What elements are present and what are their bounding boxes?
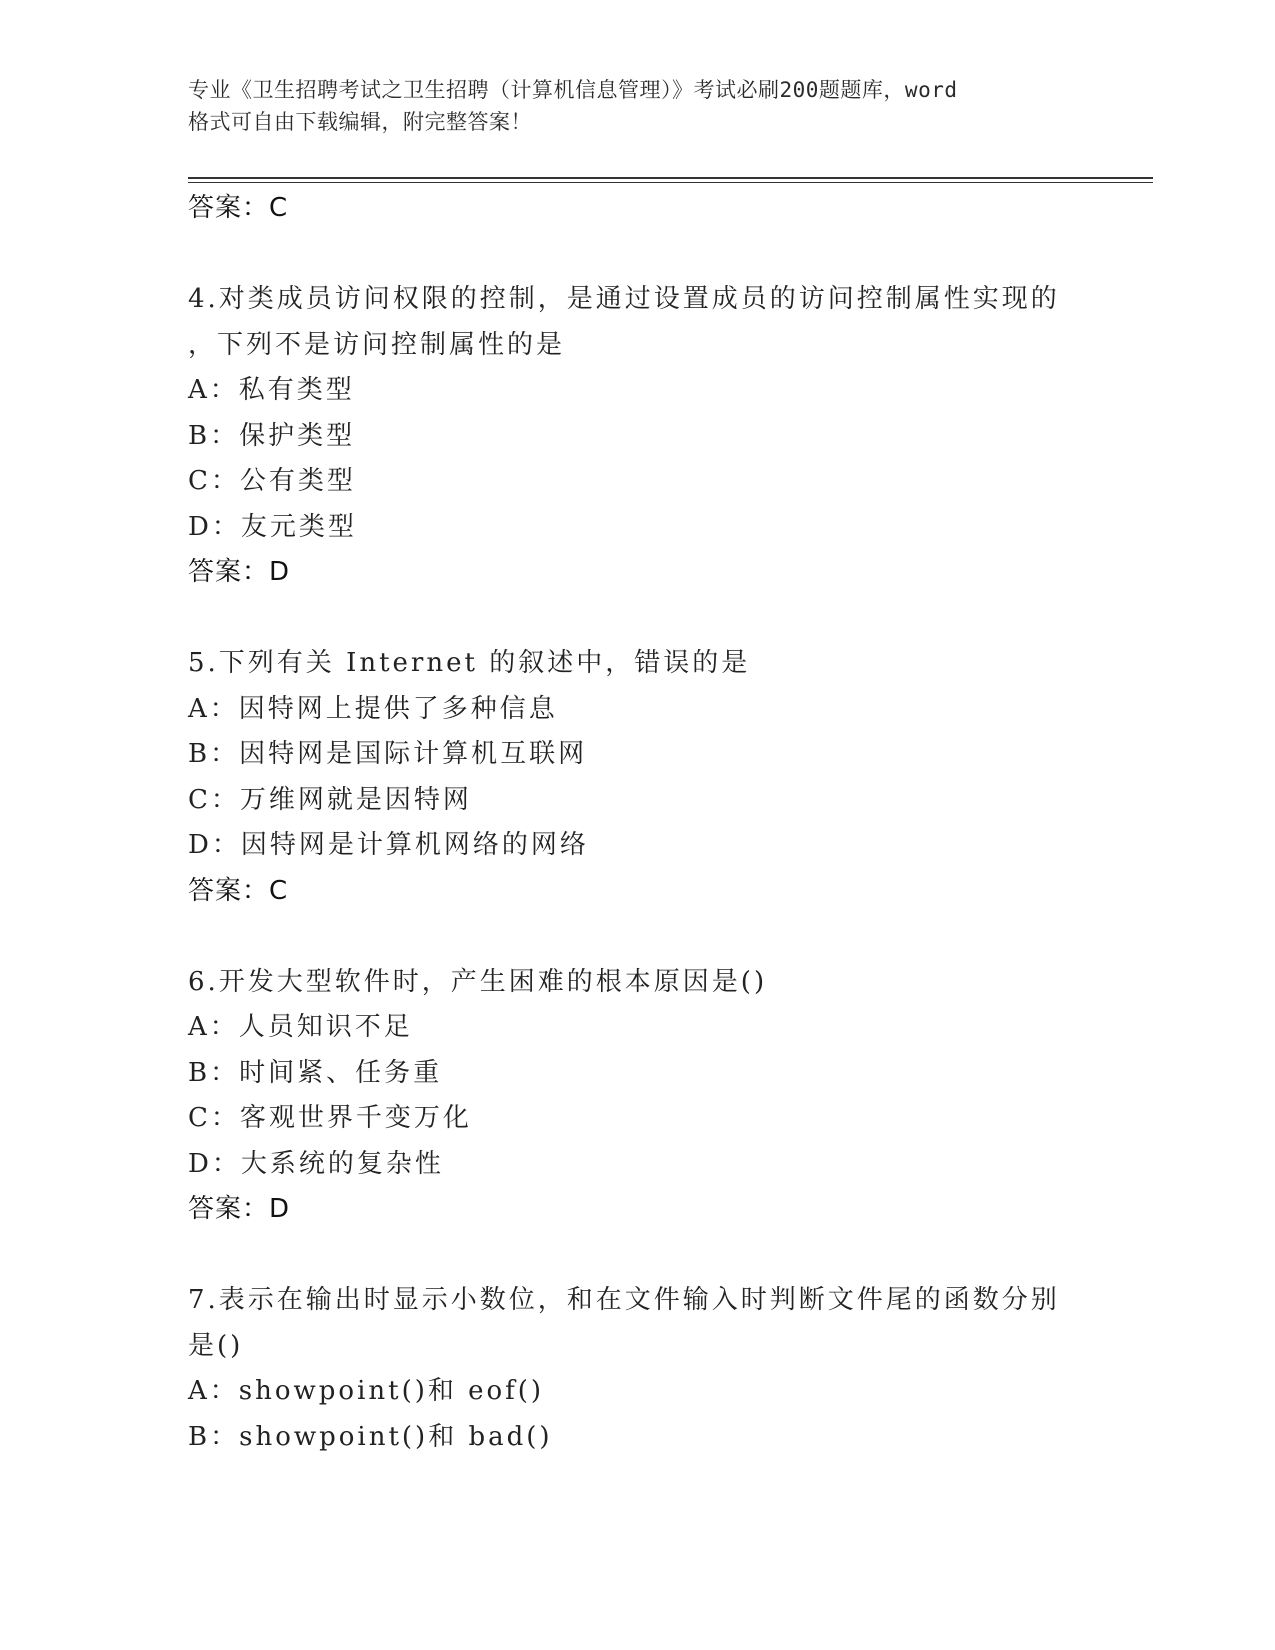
- question-stem: 7.表示在输出时显示小数位，和在文件输入时判断文件尾的函数分别: [188, 1285, 1060, 1315]
- option-c: C：万维网就是因特网: [188, 784, 472, 815]
- option-a: A：人员知识不足: [188, 1012, 413, 1042]
- previous-answer: 答案：C: [188, 193, 289, 223]
- spacer: [188, 914, 1088, 960]
- option-c: C：客观世界千变万化: [188, 1103, 472, 1133]
- spacer: [188, 232, 1088, 278]
- spacer: [188, 596, 1088, 642]
- question-5: [188, 641, 1088, 914]
- document-header: [188, 74, 1088, 138]
- option-a: A：私有类型: [188, 375, 355, 405]
- header-title-line-1: 专业《卫生招聘考试之卫生招聘（计算机信息管理）》考试必刷200题题库，word: [188, 78, 958, 102]
- answer: 答案：D: [188, 557, 291, 587]
- option-b: B：showpoint()和 bad(): [188, 1421, 553, 1452]
- option-a: A：showpoint()和 eof(): [188, 1376, 545, 1406]
- header-title-line-2: 格式可自由下载编辑，附完整答案！: [188, 110, 532, 134]
- question-6: [188, 960, 1088, 1233]
- header-divider-thin: [188, 182, 1153, 183]
- question-stem: 5.下列有关 Internet 的叙述中，错误的是: [188, 648, 751, 678]
- answer: 答案：C: [188, 875, 289, 906]
- spacer: [188, 1233, 1088, 1279]
- question-stem-continued: ，下列不是访问控制属性的是: [188, 329, 566, 360]
- question-stem: 6.开发大型软件时，产生困难的根本原因是(): [188, 966, 768, 997]
- question-list: [188, 186, 1088, 1460]
- option-d: D：大系统的复杂性: [188, 1148, 444, 1179]
- option-b: B：因特网是国际计算机互联网: [188, 739, 588, 769]
- question-4: [188, 277, 1088, 596]
- header-divider-thick: [188, 177, 1153, 179]
- answer: 答案：D: [188, 1194, 291, 1224]
- option-a: A：因特网上提供了多种信息: [188, 693, 558, 724]
- option-d: D：因特网是计算机网络的网络: [188, 830, 589, 860]
- option-d: D：友元类型: [188, 511, 357, 542]
- option-b: B：保护类型: [188, 420, 356, 451]
- question-7: [188, 1278, 1088, 1460]
- option-c: C：公有类型: [188, 466, 356, 496]
- option-b: B：时间紧、任务重: [188, 1057, 443, 1088]
- question-stem: 4.对类成员访问权限的控制，是通过设置成员的访问控制属性实现的: [188, 284, 1060, 314]
- question-stem-continued: 是(): [188, 1330, 244, 1361]
